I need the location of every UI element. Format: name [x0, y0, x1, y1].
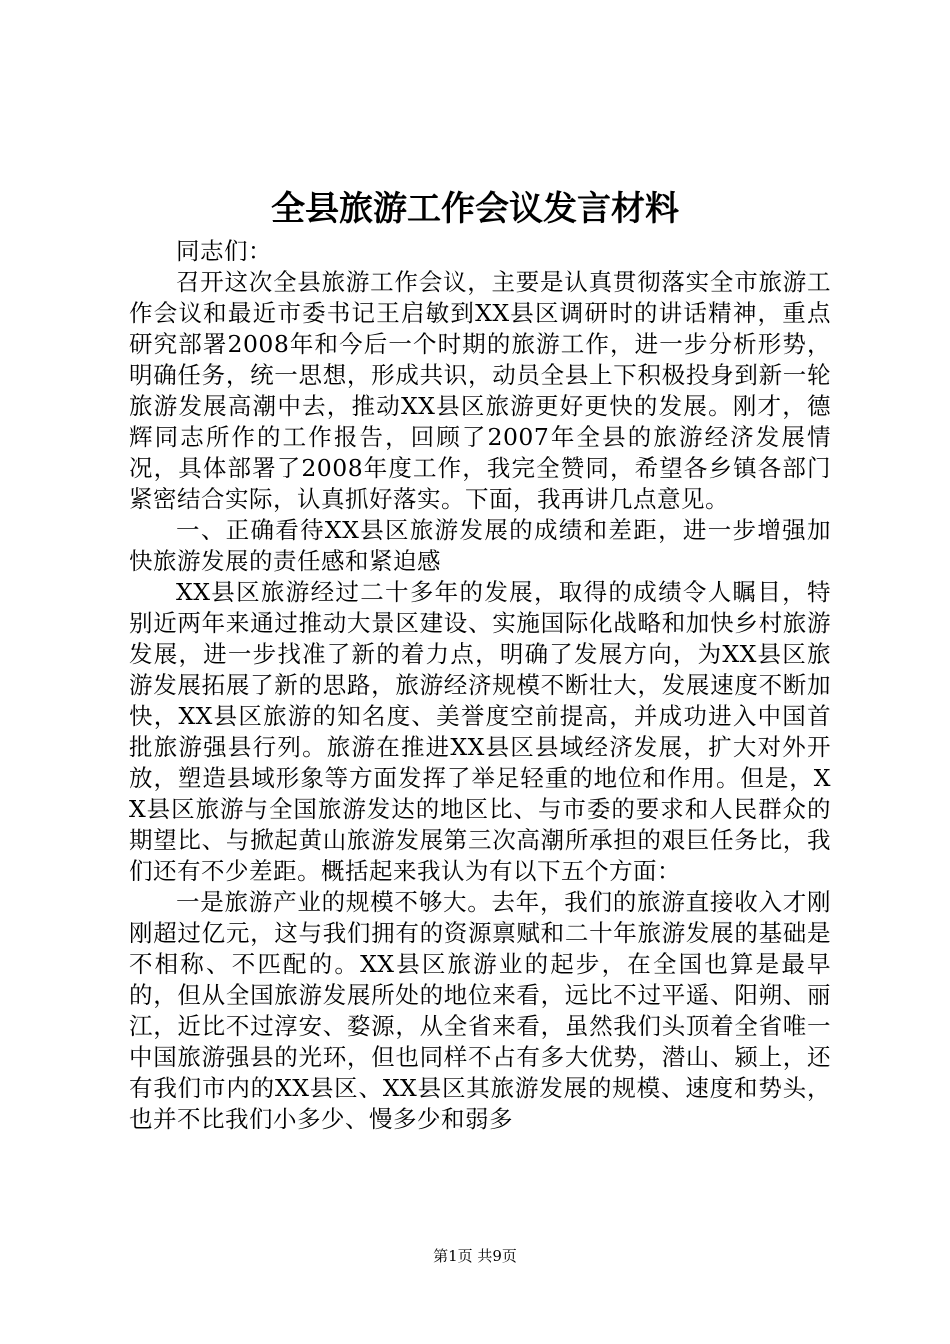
page-footer: 第1页 共9页 [433, 1247, 517, 1265]
document-body [129, 236, 831, 1135]
paragraph-scale: 一是旅游产业的规模不够大。去年，我们的旅游直接收入才刚刚超过亿元，这与我们拥有的资源禀赋和二十年旅游发展的基础是不相称、不匹配的。XX县区旅游业的起步，在全国也算是最早的，但从全国旅游发展所处的地位来看，远比不过平遥、阳朔、丽江，近比不过淳安、婺源，从全省来看，虽然我们头顶着全省唯一中国旅游强县的光环，但也同样不占有多大优势，潜山、颍上，还有我们市内的XX县区、XX县区其旅游发展的规模、速度和势头，也并不比我们小多少、慢多少和弱多 [129, 888, 831, 1133]
paragraph-achievements: XX县区旅游经过二十多年的发展，取得的成绩令人瞩目，特别近两年来通过推动大景区建设、实施国际化战略和加快乡村旅游发展，进一步找准了新的着力点，明确了发展方向，为XX县区旅游发展拓展了新的思路，旅游经济规模不断壮大，发展速度不断加快，XX县区旅游的知名度、美誉度空前提高，并成功进入中国首批旅游强县行列。旅游在推进XX县区县域经济发展，扩大对外开放，塑造县域形象等方面发挥了举足轻重的地位和作用。但是，XX县区旅游与全国旅游发达的地区比、与市委的要求和人民群众的期望比、与掀起黄山旅游发展第三次高潮所承担的艰巨任务比，我们还有不少差距。概括起来我认为有以下五个方面： [129, 578, 831, 885]
salutation: 同志们： [176, 237, 272, 265]
document-title: 全县旅游工作会议发言材料 [271, 189, 679, 229]
paragraph-intro: 召开这次全县旅游工作会议，主要是认真贯彻落实全市旅游工作会议和最近市委书记王启敏到XX县区调研时的讲话精神，重点研究部署2008年和今后一个时期的旅游工作，进一步分析形势，明确任务，统一思想，形成共识，动员全县上下积极投身到新一轮旅游发展高潮中去，推动XX县区旅游更好更快的发展。刚才，德辉同志所作的工作报告，回顾了2007年全县的旅游经济发展情况，具体部署了2008年度工作，我完全赞同，希望各乡镇各部门紧密结合实际，认真抓好落实。下面，我再讲几点意见。 [129, 268, 831, 513]
section-heading-1: 一、正确看待XX县区旅游发展的成绩和差距，进一步增强加快旅游发展的责任感和紧迫感 [129, 516, 831, 575]
